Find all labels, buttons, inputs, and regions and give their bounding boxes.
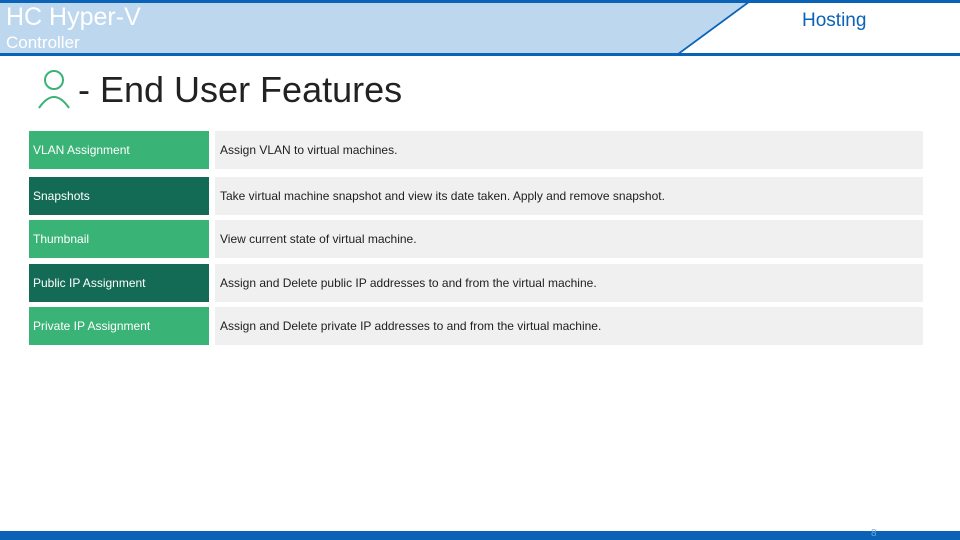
feature-description: View current state of virtual machine. [215,220,923,258]
feature-row [29,264,923,302]
feature-name: Private IP Assignment [29,307,209,345]
feature-description: Assign and Delete public IP addresses to and from the virtual machine. [215,264,923,302]
page-title-text: - End User Features [78,69,403,110]
user-icon [36,66,72,115]
feature-name: Snapshots [29,177,209,215]
app-subtitle: Controller [6,33,80,52]
feature-description: Assign VLAN to virtual machines. [215,131,923,169]
app-title: HC Hyper-V [6,3,141,31]
section-label: Hosting [802,10,867,31]
page-number: 8 [871,528,877,539]
header-banner [0,0,960,58]
feature-row [29,177,923,215]
feature-description: Assign and Delete private IP addresses to and from the virtual machine. [215,307,923,345]
footer-bar [0,531,960,540]
feature-description: Take virtual machine snapshot and view its date taken. Apply and remove snapshot. [215,177,923,215]
feature-name: Public IP Assignment [29,264,209,302]
feature-row [29,131,923,169]
feature-row [29,220,923,258]
feature-row [29,307,923,345]
feature-name: VLAN Assignment [29,131,209,169]
page-title [36,66,402,114]
feature-name: Thumbnail [29,220,209,258]
